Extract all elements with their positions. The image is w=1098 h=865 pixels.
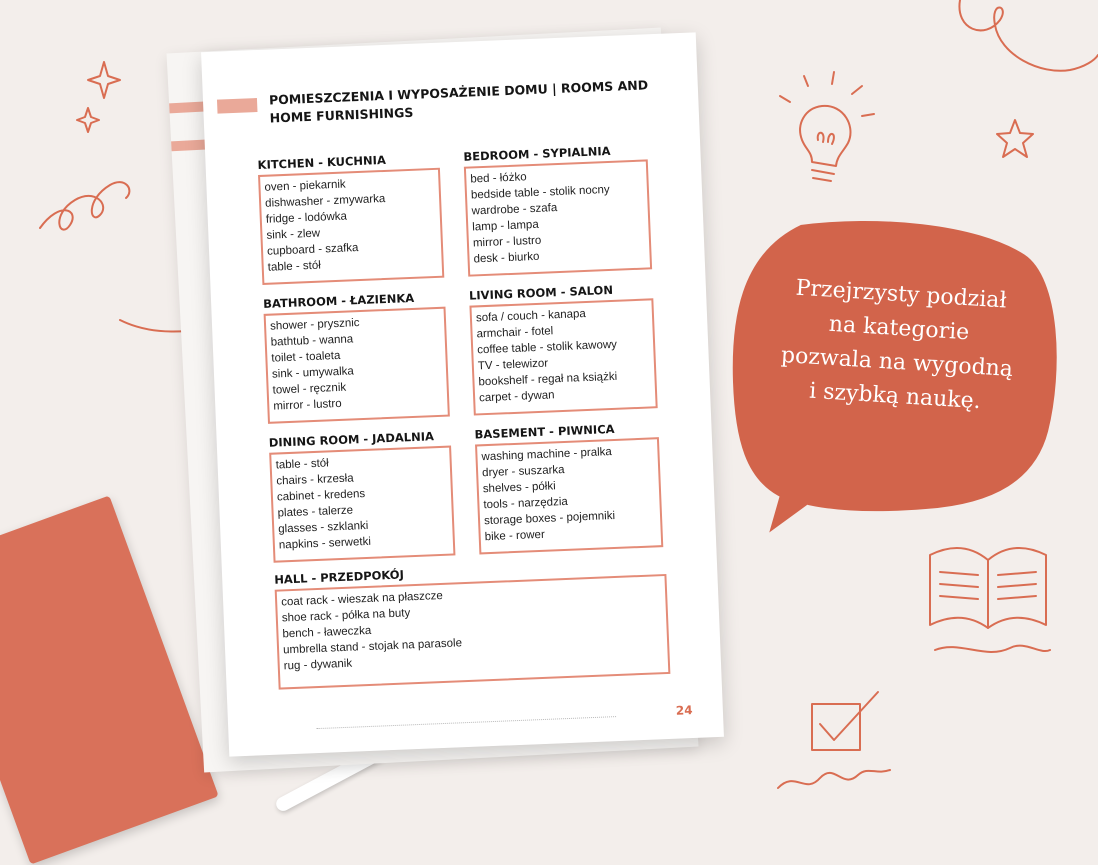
vocab-item: shower - prysznic [269,317,360,333]
page-header [217,76,657,126]
vocab-item: wardrobe - szafa [471,202,558,218]
vocab-item: fridge - lodówka [265,210,348,226]
page-number: 24 [675,703,693,718]
vocab-item: napkins - serwetki [278,535,372,552]
checkbox-icon [812,692,878,750]
vocab-item: oven - piekarnik [264,178,346,194]
vocab-item: rug - dywanik [283,657,353,673]
vocab-item: shelves - półki [482,480,556,496]
bubble-text [744,269,1052,423]
vocab-item: bedside table - stolik nocny [470,183,610,202]
open-book-icon [930,548,1050,652]
vocab-item: carpet - dywan [478,389,555,405]
vocab-item: cabinet - kredens [276,487,366,504]
vocab-item: mirror - lustro [472,234,542,250]
star-icon [997,120,1033,157]
vocab-item: bed - łóżko [470,171,527,186]
squiggle-icon [959,0,1098,71]
vocab-item: table - stół [275,457,329,472]
vocab-item: coffee table - stolik kawowy [477,338,618,357]
section-basement [474,420,663,554]
section-title: HALL - PRZEDPOKÓJ [273,567,405,587]
vocab-box [475,437,663,554]
section-title: BATHROOM - ŁAZIENKA [262,290,415,311]
lightbulb-icon [780,72,874,181]
vocab-item: tools - narzędzia [483,495,569,512]
vocab-item: umbrella stand - stojak na parasole [282,637,463,657]
vocab-item: bench - ławeczka [282,624,372,641]
bubble-line: na kategorie [828,311,970,346]
squiggle-icon [778,770,890,788]
vocab-item: cupboard - szafka [266,242,359,258]
vocab-box [275,574,671,690]
vocab-item: table - stół [267,259,322,274]
vocab-box [264,307,450,424]
page-title: POMIESZCZENIA I WYPOSAŻENIE DOMU | ROOMS AND HOME FURNISHINGS [268,77,649,126]
vocab-box [469,298,657,415]
bubble-line: i szybką naukę. [808,378,982,415]
vocab-item: lamp - lampa [472,218,539,234]
vocab-item: dishwasher - zmywarka [264,192,386,210]
header-accent-bar [217,98,258,114]
section-bathroom [263,290,450,424]
vocab-box [269,446,455,563]
vocab-item: mirror - lustro [273,397,342,413]
vocab-box [258,168,444,285]
vocab-item: washing machine - pralka [481,446,613,464]
section-title: KITCHEN - KUCHNIA [257,152,387,173]
section-title: BEDROOM - SYPIALNIA [463,143,611,164]
sparkle-icon [77,62,120,132]
vocab-item: TV - telewizor [477,357,549,373]
vocab-item: coat rack - wieszak na płaszcze [280,589,444,609]
section-dining-room [269,429,456,563]
vocab-box [464,159,652,276]
vocab-item: towel - ręcznik [272,381,347,397]
vocab-item: chairs - krzesła [276,472,354,488]
vocab-item: dryer - suszarka [481,463,565,480]
bubble-line: pozwala na wygodną [780,342,1014,383]
vocab-item: plates - talerze [277,504,354,520]
section-title: BASEMENT - PIWNICA [474,421,615,442]
section-title: LIVING ROOM - SALON [468,282,614,303]
section-living-room [469,281,658,415]
squiggle-icon [40,182,129,230]
vocab-item: sofa / couch - kanapa [475,307,587,325]
section-bedroom [463,142,652,276]
vocabulary-page [201,32,724,756]
vocab-item: glasses - szklanki [278,519,369,536]
vocab-item: sink - umywalka [271,365,355,381]
vocab-item: toilet - toaleta [271,349,341,365]
section-hall [274,557,670,690]
footer-divider [316,716,616,729]
vocab-item: bathtub - wanna [270,333,354,349]
bubble-line: Przejrzysty podział [794,275,1008,314]
vocab-item: shoe rack - półka na buty [281,607,411,625]
vocab-item: sink - zlew [266,227,321,242]
vocab-item: armchair - fotel [476,325,554,341]
vocab-item: bookshelf - regał na książki [478,370,618,389]
section-title: DINING ROOM - JADALNIA [268,429,435,450]
vocab-item: bike - rower [484,528,546,544]
vocab-item: storage boxes - pojemniki [483,509,616,528]
vocab-item: desk - biurko [473,250,540,266]
section-kitchen [257,151,444,285]
